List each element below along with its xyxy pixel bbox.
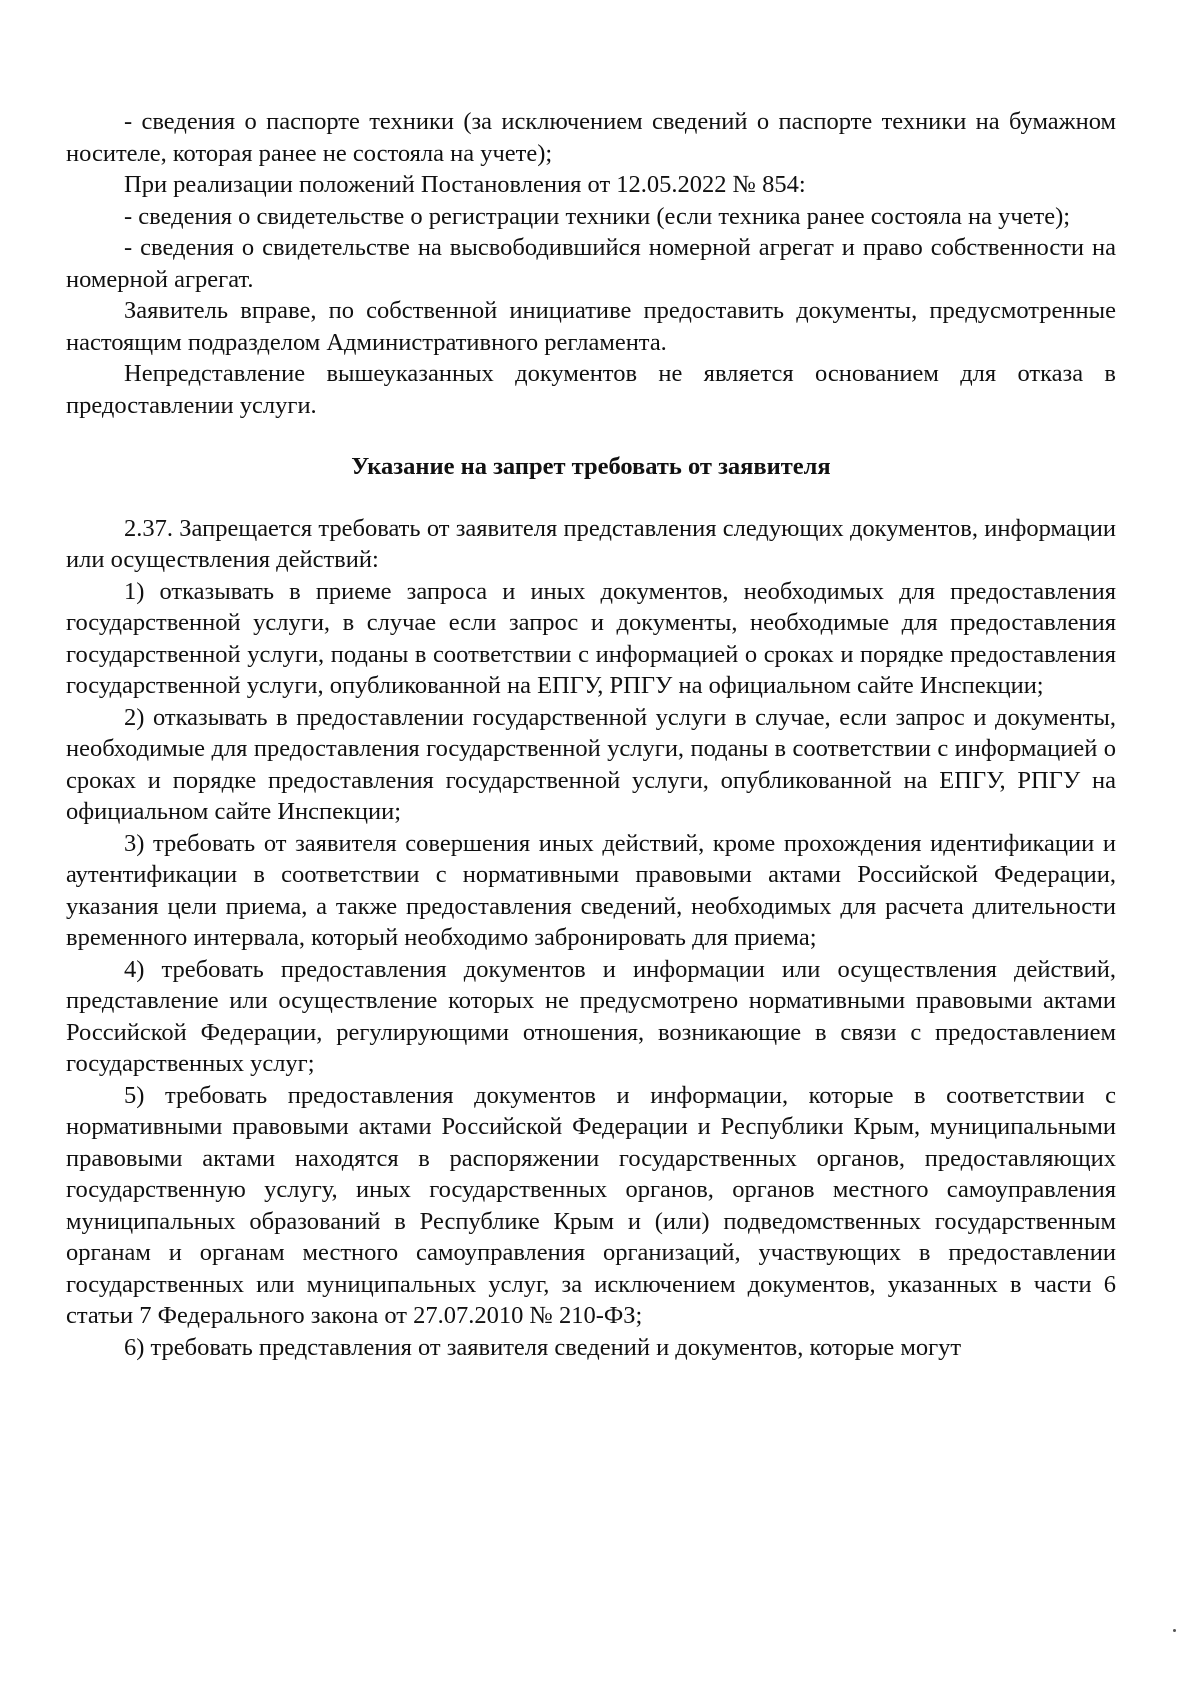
paragraph-2-37: 2.37. Запрещается требовать от заявителя представления следующих документов, информации или осуществления действий: [66,514,1116,573]
paragraph-resolution-854: При реализации положений Постановления от 12.05.2022 № 854: [124,171,806,198]
paragraph-non-submission: Непредставление вышеуказанных документов не является основанием для отказа в предоставлении услуги. [66,360,1116,419]
list-item-2: 2) отказывать в предоставлении государственной услуги в случае, если запрос и документы, необходимые для предоставления государственной услуги, поданы в соответствии с информацией о сроках и порядке предоставления государственной услуги, опубликованной на ЕПГУ, РПГУ на официальном сайте Инспекции; [66,703,1116,825]
paragraph-tech-passport: - сведения о паспорте техники (за исключением сведений о паспорте техники на бумажном носителе, которая ранее не состояла на учете); [66,108,1116,167]
list-item-1: 1) отказывать в приеме запроса и иных документов, необходимых для предоставления государственной услуги, в случае если запрос и документы, необходимые для предоставления государственной услуги, поданы в соответствии с информацией о сроках и порядке предоставления государственной услуги, опубликованной на ЕПГУ, РПГУ на официальном сайте Инспекции; [66,577,1116,699]
list-item-6: 6) требовать представления от заявителя сведений и документов, которые могут [124,1333,962,1361]
section-heading: Указание на запрет требовать от заявителя [351,453,831,480]
list-item-4: 4) требовать предоставления документов и информации или осуществления действий, представление или осуществление которых не предусмотрено нормативными правовыми актами Российской Федерации, регулирующими отношения, возникающие в связи с предоставлением государственных услуг; [66,955,1116,1077]
document-body [66,106,1116,1363]
paragraph-number-unit-certificate: - сведения о свидетельстве на высвободившийся номерной агрегат и право собственности на номерной агрегат. [66,234,1116,293]
paragraph-registration-certificate: - сведения о свидетельстве о регистрации техники (если техника ранее состояла на учете); [124,202,1071,230]
list-item-3: 3) требовать от заявителя совершения иных действий, кроме прохождения идентификации и аутентификации в соответствии с нормативными правовыми актами Российской Федерации, указания цели приема, а также предоставления сведений, необходимых для расчета длительности временного интервала, который необходимо забронировать для приема; [66,829,1116,951]
scan-speck [1173,1629,1176,1632]
paragraph-applicant-right: Заявитель вправе, по собственной инициативе предоставить документы, предусмотренные настоящим подразделом Административного регламента. [66,297,1116,356]
list-item-5: 5) требовать предоставления документов и информации, которые в соответствии с нормативными правовыми актами Российской Федерации и Республики Крым, муниципальными правовыми актами находятся в распоряжении государственных органов, предоставляющих государственную услугу, иных государственных органов, органов местного самоуправления муниципальных образований в Республике Крым и (или) подведомственных государственным органам и органам местного самоуправления организаций, участвующих в предоставлении государственных или муниципальных услуг, за исключением документов, указанных в части 6 статьи 7 Федерального закона от 27.07.2010 № 210-ФЗ; [66,1081,1116,1329]
